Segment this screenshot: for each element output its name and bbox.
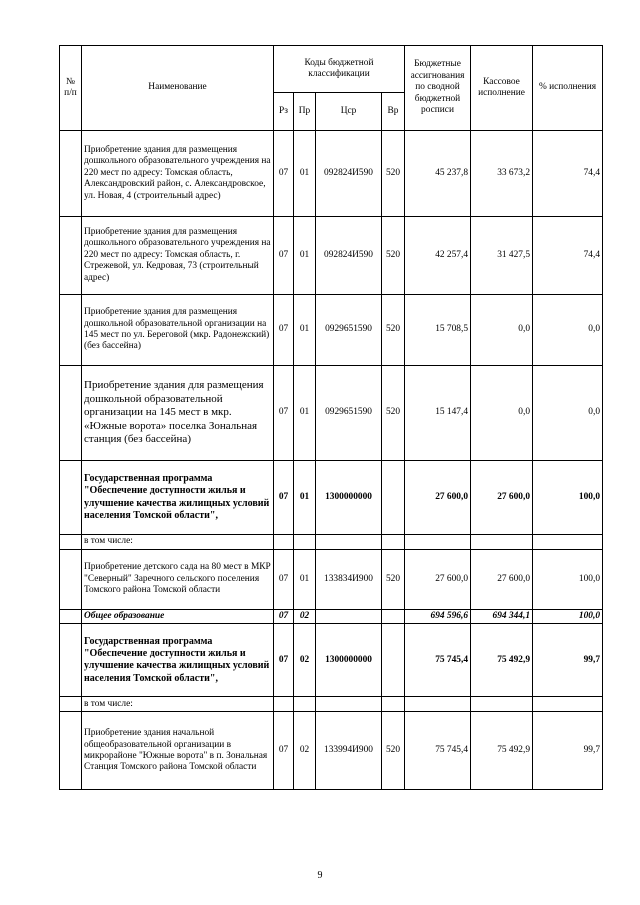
cell-csr: 0929651590	[316, 366, 382, 461]
page-number: 9	[317, 870, 323, 881]
cell-csr: 092824И590	[316, 131, 382, 217]
cell-cash	[471, 697, 533, 712]
cell-budget: 75 745,4	[405, 624, 471, 697]
cell-num	[60, 624, 82, 697]
cell-pr: 02	[294, 624, 316, 697]
cell-pr	[294, 697, 316, 712]
header-vr: Вр	[382, 93, 405, 131]
table-row	[60, 624, 603, 697]
cell-pr: 02	[294, 712, 316, 790]
cell-rz: 07	[274, 366, 294, 461]
cell-pr: 01	[294, 131, 316, 217]
cell-name: Государственная программа "Обеспечение доступности жилья и улучшение качества жилищных условий населения Томской области",	[82, 461, 274, 535]
cell-name: Приобретение здания для размещения дошкольного образовательного учреждения на 220 мест по адресу: Томская область, г. Стрежевой, ул. Кедровая, 73 (строительный адрес)	[82, 217, 274, 295]
cell-num	[60, 366, 82, 461]
cell-csr: 092824И590	[316, 217, 382, 295]
header-budget: Бюджетные ассигнования по сводной бюджетной росписи	[405, 46, 471, 131]
cell-budget: 42 257,4	[405, 217, 471, 295]
cell-vr: 520	[382, 712, 405, 790]
header-codes-group: Коды бюджетной классификации	[274, 46, 405, 93]
cell-num	[60, 295, 82, 366]
table-row	[60, 550, 603, 610]
cell-pr: 01	[294, 366, 316, 461]
cell-rz: 07	[274, 217, 294, 295]
cell-rz: 07	[274, 712, 294, 790]
cell-rz: 07	[274, 550, 294, 610]
cell-budget: 15 147,4	[405, 366, 471, 461]
cell-name: Приобретение здания для размещения дошкольной образовательной организации на 145 мест в мкр. «Южные ворота» поселка Зональная станция (без бассейна)	[82, 366, 274, 461]
cell-percent	[533, 697, 603, 712]
cell-percent: 74,4	[533, 217, 603, 295]
cell-cash: 75 492,9	[471, 624, 533, 697]
cell-num	[60, 712, 82, 790]
header-cash: Кассовое исполнение	[471, 46, 533, 131]
cell-percent: 0,0	[533, 366, 603, 461]
cell-vr	[382, 535, 405, 550]
cell-rz: 07	[274, 461, 294, 535]
cell-cash: 0,0	[471, 295, 533, 366]
table-row	[60, 610, 603, 624]
header-csr: Цср	[316, 93, 382, 131]
cell-percent: 0,0	[533, 295, 603, 366]
cell-budget: 15 708,5	[405, 295, 471, 366]
cell-rz: 07	[274, 610, 294, 624]
cell-name: в том числе:	[82, 697, 274, 712]
cell-vr	[382, 610, 405, 624]
cell-cash: 694 344,1	[471, 610, 533, 624]
header-rz: Рз	[274, 93, 294, 131]
cell-name: Общее образование	[82, 610, 274, 624]
cell-num	[60, 610, 82, 624]
table-row	[60, 461, 603, 535]
cell-vr: 520	[382, 131, 405, 217]
cell-cash: 0,0	[471, 366, 533, 461]
table-row	[60, 131, 603, 217]
cell-vr	[382, 697, 405, 712]
cell-num	[60, 217, 82, 295]
header-percent: % исполнения	[533, 46, 603, 131]
cell-rz	[274, 535, 294, 550]
cell-budget	[405, 697, 471, 712]
table-row	[60, 217, 603, 295]
cell-csr	[316, 697, 382, 712]
budget-table	[59, 45, 603, 790]
cell-name: Приобретение здания начальной общеобразовательной организации в микрорайоне "Южные ворота" в п. Зональная Станция Томского района Томской области	[82, 712, 274, 790]
cell-num	[60, 131, 82, 217]
cell-cash: 27 600,0	[471, 461, 533, 535]
cell-budget: 75 745,4	[405, 712, 471, 790]
cell-csr: 133834И900	[316, 550, 382, 610]
cell-vr	[382, 461, 405, 535]
cell-budget: 45 237,8	[405, 131, 471, 217]
header-num: № п/п	[60, 46, 82, 131]
cell-rz: 07	[274, 624, 294, 697]
cell-percent: 100,0	[533, 461, 603, 535]
cell-percent	[533, 535, 603, 550]
cell-budget: 27 600,0	[405, 461, 471, 535]
cell-num	[60, 461, 82, 535]
cell-name: в том числе:	[82, 535, 274, 550]
cell-pr: 01	[294, 550, 316, 610]
cell-vr: 520	[382, 550, 405, 610]
table-row	[60, 697, 603, 712]
cell-percent: 99,7	[533, 624, 603, 697]
cell-budget: 694 596,6	[405, 610, 471, 624]
table-row	[60, 295, 603, 366]
cell-num	[60, 697, 82, 712]
table-body	[60, 131, 603, 790]
cell-name: Приобретение здания для размещения дошкольного образовательного учреждения на 220 мест по адресу: Томская область, Александровский район, с. Александровское, ул. Новая, 4 (строительный адрес)	[82, 131, 274, 217]
cell-num	[60, 550, 82, 610]
cell-budget: 27 600,0	[405, 550, 471, 610]
cell-csr	[316, 610, 382, 624]
cell-csr: 0929651590	[316, 295, 382, 366]
cell-pr: 01	[294, 217, 316, 295]
table-row	[60, 366, 603, 461]
cell-rz	[274, 697, 294, 712]
header-name: Наименование	[82, 46, 274, 131]
cell-percent: 74,4	[533, 131, 603, 217]
cell-percent: 100,0	[533, 550, 603, 610]
cell-rz: 07	[274, 131, 294, 217]
cell-pr: 02	[294, 610, 316, 624]
table-row	[60, 712, 603, 790]
cell-rz: 07	[274, 295, 294, 366]
header-pr: Пр	[294, 93, 316, 131]
cell-vr: 520	[382, 217, 405, 295]
cell-csr: 133994И900	[316, 712, 382, 790]
cell-vr: 520	[382, 295, 405, 366]
cell-name: Государственная программа "Обеспечение доступности жилья и улучшение качества жилищных условий населения Томской области",	[82, 624, 274, 697]
cell-cash: 33 673,2	[471, 131, 533, 217]
cell-cash: 31 427,5	[471, 217, 533, 295]
cell-name: Приобретение детского сада на 80 мест в МКР "Северный" Заречного сельского поселения Томского района Томской области	[82, 550, 274, 610]
cell-cash	[471, 535, 533, 550]
cell-vr	[382, 624, 405, 697]
cell-percent: 99,7	[533, 712, 603, 790]
cell-budget	[405, 535, 471, 550]
cell-pr: 01	[294, 461, 316, 535]
cell-cash: 75 492,9	[471, 712, 533, 790]
cell-pr: 01	[294, 295, 316, 366]
cell-cash: 27 600,0	[471, 550, 533, 610]
cell-csr	[316, 535, 382, 550]
cell-vr: 520	[382, 366, 405, 461]
cell-name: Приобретение здания для размещения дошкольной образовательной организации на 145 мест по ул. Береговой (мкр. Радонежский) (без бассейна)	[82, 295, 274, 366]
cell-num	[60, 535, 82, 550]
table-row	[60, 535, 603, 550]
cell-pr	[294, 535, 316, 550]
cell-csr: 1300000000	[316, 624, 382, 697]
cell-percent: 100,0	[533, 610, 603, 624]
cell-csr: 1300000000	[316, 461, 382, 535]
